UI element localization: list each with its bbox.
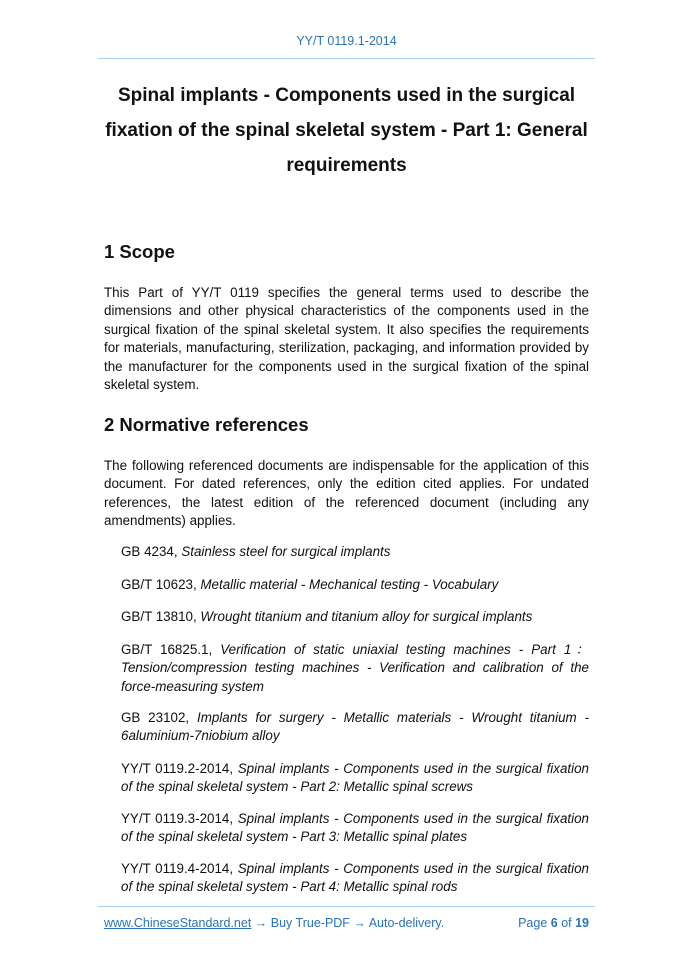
of-label: of <box>557 916 576 930</box>
reference-title: Metallic material - Mechanical testing - Vocabulary <box>200 577 499 592</box>
header-divider <box>98 58 595 59</box>
document-title: Spinal implants - Components used in the surgical fixation of the spinal skeletal system - Part 1: General requirements <box>105 85 588 176</box>
reference-code: YY/T 0119.2-2014, <box>121 761 238 776</box>
reference-item <box>121 576 589 594</box>
reference-code: YY/T 0119.3-2014, <box>121 811 238 826</box>
page-label: Page <box>518 916 551 930</box>
total-pages: 19 <box>575 916 589 930</box>
reference-item <box>121 760 589 797</box>
section-heading-scope: 1 Scope <box>104 241 175 262</box>
page-indicator <box>518 916 589 930</box>
reference-item <box>121 810 589 847</box>
reference-item <box>121 543 589 561</box>
footer-promo-text: → Buy True-PDF → Auto-delivery. <box>251 916 445 930</box>
header-doc-code: YY/T 0119.1-2014 <box>296 34 397 48</box>
reference-code: GB 23102, <box>121 710 197 725</box>
reference-item <box>121 641 589 696</box>
normative-references-paragraph: The following referenced documents are indispensable for the application of this document. For dated references, only the edition cited applies. For undated references, the latest edition of the referenced document (including any amendments) applies. <box>104 458 589 529</box>
reference-title: Implants for surgery - Metallic materials - Wrought titanium - 6aluminium-7niobium alloy <box>121 710 589 744</box>
reference-item <box>121 608 589 626</box>
current-page: 6 <box>550 916 558 930</box>
reference-item <box>121 860 589 897</box>
reference-code: YY/T 0119.4-2014, <box>121 861 238 876</box>
reference-code: GB 4234, <box>121 544 182 559</box>
reference-title: Verification of static uniaxial testing machines - Part 1： Tension/compression testing machines - Verification and calibration of the force-measuring system <box>121 642 589 694</box>
reference-title: Wrought titanium and titanium alloy for surgical implants <box>200 609 533 624</box>
chinesestandard-link[interactable]: www.ChineseStandard.net <box>104 916 252 930</box>
scope-paragraph: This Part of YY/T 0119 specifies the general terms used to describe the dimensions and other physical characteristics of the components used in the surgical fixation of the spinal skeletal system. It also specifies the requirements for materials, manufacturing, sterilization, packaging, and information provided by the manufacturer for the components used in the surgical fixation of the spinal skeletal system. <box>104 285 589 393</box>
reference-title: Stainless steel for surgical implants <box>181 544 391 559</box>
footer <box>104 916 589 930</box>
footer-divider <box>98 906 595 907</box>
reference-title: Spinal implants - Components used in the surgical fixation of the spinal skeletal system - Part 2: Metallic spinal screws <box>121 761 589 795</box>
reference-title: Spinal implants - Components used in the surgical fixation of the spinal skeletal system - Part 4: Metallic spinal rods <box>121 861 589 895</box>
section-heading-normative-references: 2 Normative references <box>104 414 309 435</box>
reference-code: GB/T 13810, <box>121 609 201 624</box>
reference-code: GB/T 10623, <box>121 577 201 592</box>
reference-item <box>121 709 589 746</box>
reference-title: Spinal implants - Components used in the surgical fixation of the spinal skeletal system - Part 3: Metallic spinal plates <box>121 811 589 845</box>
reference-code: GB/T 16825.1, <box>121 642 221 657</box>
